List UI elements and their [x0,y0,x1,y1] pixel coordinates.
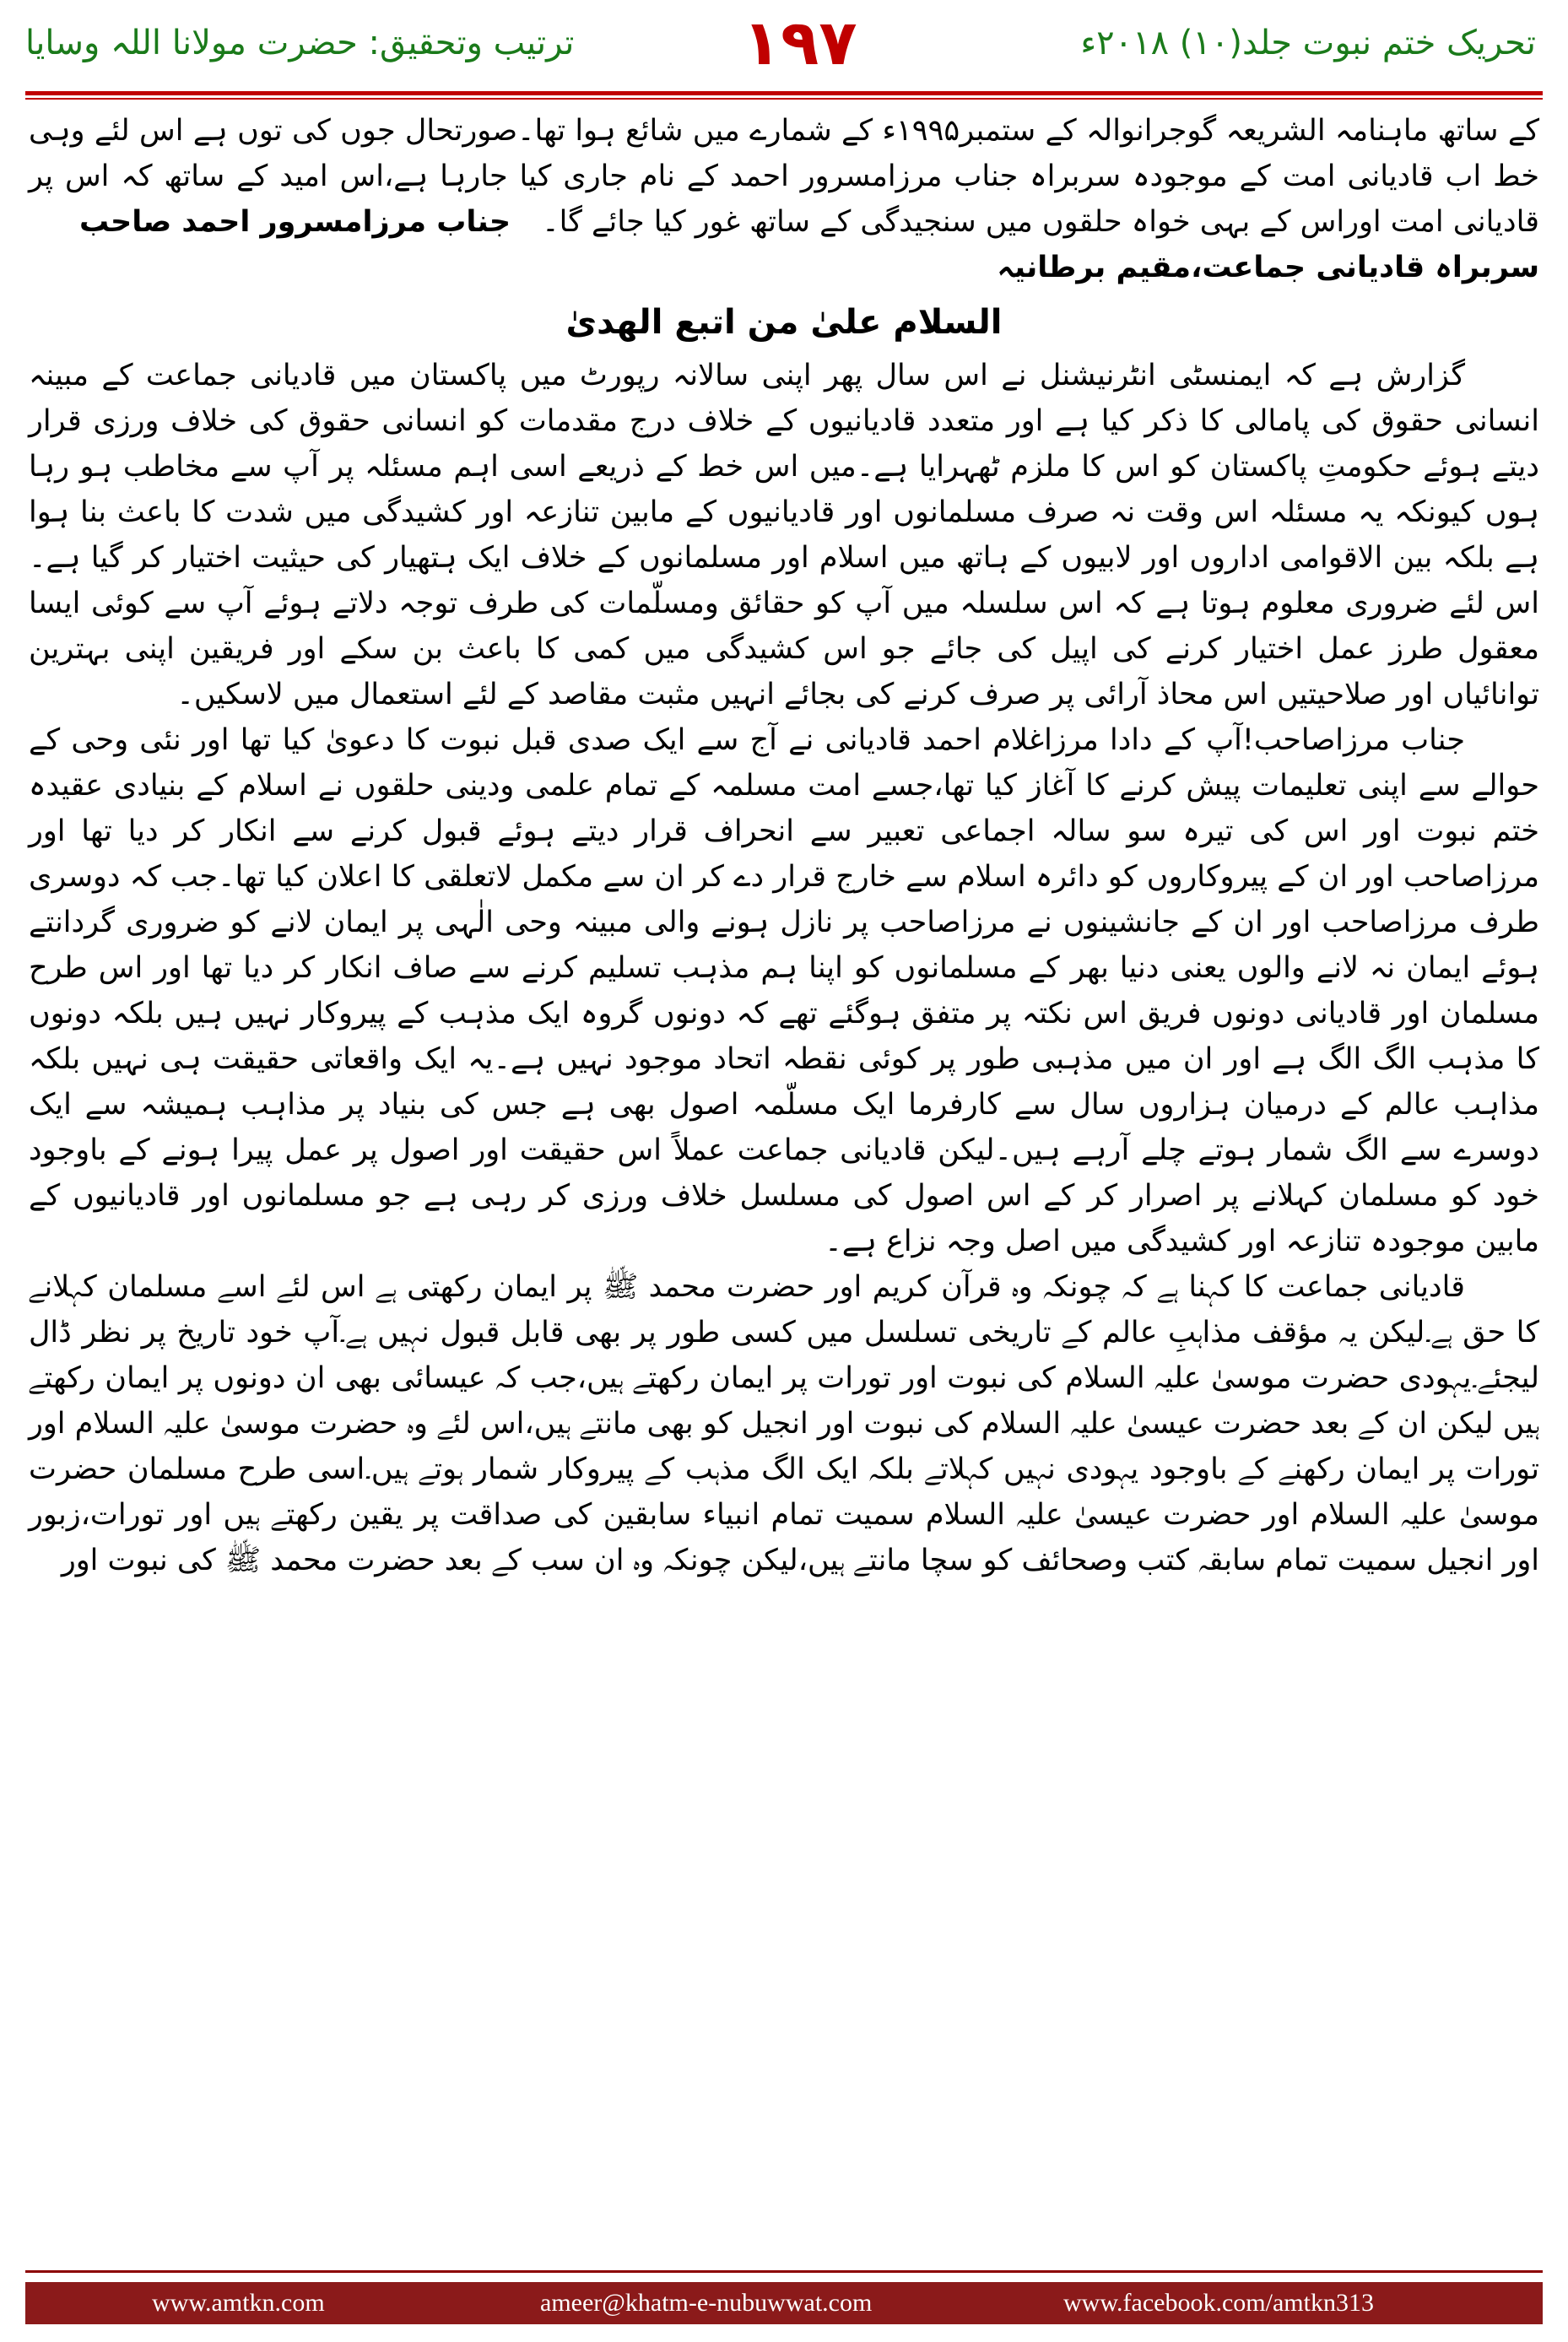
page-footer [0,2264,1568,2342]
page-header [0,0,1568,93]
page-number: ۱۹۷ [743,7,857,79]
salutation: السلام علیٰ من اتبع الھدیٰ [565,303,1003,342]
footer-divider [25,2270,1543,2273]
paragraph-2: جناب مرزاصاحب!آپ کے دادا مرزاغلام احمد قادیانی نے آج سے ایک صدی قبل نبوت کا دعویٰ کیا تھا اور نئی وحی کے حوالے سے اپنی تعلیمات پیش کرنے کا آغاز کیا تھا،جسے امت مسلمہ کے تمام علمی ودینی حلقوں نے اسلام کے بنیادی عقیدہ ختم نبوت اور اس کی تیرہ سو سالہ اجماعی تعبیر سے انحراف قرار دیتے ہوئے قبول کرنے سے انکار کر دیا تھا اور مرزاصاحب اور ان کے پیروکاروں کو دائرہ اسلام سے خارج قرار دے کر ان سے مکمل لاتعلقی کا اعلان کیا تھا۔جب کہ دوسری طرف مرزاصاحب اور ان کے جانشینوں نے مرزاصاحب پر نازل ہونے والی مبینہ وحی الٰہی پر ایمان لانے کو ضروری گردانتے ہوئے ایمان نہ لانے والوں یعنی دنیا بھر کے مسلمانوں کو اپنا ہم مذہب تسلیم کرنے سے صاف انکار کر دیا تھا اور اس طرح مسلمان اور قادیانی دونوں فریق اس نکتہ پر متفق ہوگئے تھے کہ دونوں گروہ ایک مذہب کے پیروکار نہیں ہیں بلکہ دونوں کا مذہب الگ الگ ہے اور ان میں مذہبی طور پر کوئی نقطہ اتحاد موجود نہیں ہے۔یہ ایک واقعاتی حقیقت ہی نہیں بلکہ مذاہب عالم کے درمیان ہزاروں سال سے کارفرما ایک مسلّمہ اصول بھی ہے جس کی بنیاد پر مذاہب ہمیشہ سے ایک دوسرے سے الگ شمار ہوتے چلے آرہے ہیں۔لیکن قادیانی جماعت عملاً اس حقیقت اور اصول پر عمل پیرا ہونے کے باوجود خود کو مسلمان کہلانے پر اصرار کر کے اس اصول کی مسلسل خلاف ورزی کر رہی ہے جو مسلمانوں اور قادیانیوں کے مابین موجودہ تنازعہ اور کشیدگی میں اصل وجہ نزاع ہے۔ [29,723,1539,1258]
compiler-credit: ترتیب وتحقیق: حضرت مولانا اللہ وسایا [25,24,575,62]
header-divider-thin [25,98,1543,100]
book-title: تحریک ختم نبوت جلد(۱۰) ۲۰۱۸ء [1080,24,1536,62]
address-line-2: سربراہ قادیانی جماعت،مقیم برطانیہ [997,251,1539,284]
address-line-1: جناب مرزامسرور احمد صاحب [79,205,511,239]
email-link[interactable]: ameer@khatm-e-nubuwwat.com [540,2289,873,2317]
intro-paragraph: کے ساتھ ماہنامہ الشریعہ گوجرانوالہ کے ستمبر۱۹۹۵ء کے شمارے میں شائع ہوا تھا۔صورتحال جوں کی توں ہے اس لئے وہی خط اب قادیانی امت کے موجودہ سربراہ جناب مرزامسرور احمد کے نام جاری کیا جارہا ہے،اس امید کے ساتھ کہ اس پر قادیانی امت اوراس کے بہی خواہ حلقوں میں سنجیدگی کے ساتھ غور کیا جائے گا۔ [29,114,1539,239]
paragraph-3: قادیانی جماعت کا کہنا ہے کہ چونکہ وہ قرآن کریم اور حضرت محمد ﷺ پر ایمان رکھتی ہے اس لئے اسے مسلمان کہلانے کا حق ہے۔لیکن یہ مؤقف مذاہبِ عالم کے تاریخی تسلسل میں کسی طور پر بھی قابل قبول نہیں ہے۔آپ خود تاریخ پر نظر ڈال لیجئے۔یہودی حضرت موسیٰ علیہ السلام کی نبوت اور تورات پر ایمان رکھتے ہیں،جب کہ عیسائی بھی ان دونوں پر ایمان رکھتے ہیں لیکن ان کے بعد حضرت عیسیٰ علیہ السلام کی نبوت اور انجیل کو بھی مانتے ہیں،اس لئے وہ حضرت موسیٰ علیہ السلام اور تورات پر ایمان رکھنے کے باوجود یہودی نہیں کہلاتے بلکہ ایک الگ مذہب کے پیروکار شمار ہوتے ہیں۔اسی طرح مسلمان حضرت موسیٰ علیہ السلام اور حضرت عیسیٰ علیہ السلام سمیت تمام انبیاء سابقین کی صداقت پر یقین رکھتے ہیں اور تورات،زبور اور انجیل سمیت تمام سابقہ کتب وصحائف کو سچا مانتے ہیں،لیکن چونکہ وہ ان سب کے بعد حضرت محمد ﷺ کی نبوت اور [29,1270,1539,1577]
paragraph-1: گزارش ہے کہ ایمنسٹی انٹرنیشنل نے اس سال پھر اپنی سالانہ رپورٹ میں پاکستان میں قادیانی جماعت کے مبینہ انسانی حقوق کی پامالی کا ذکر کیا ہے اور متعدد قادیانیوں کے خلاف درج مقدمات کو انسانی حقوق کی خلاف ورزی قرار دیتے ہوئے حکومتِ پاکستان کو اس کا ملزم ٹھہرایا ہے۔میں اس خط کے ذریعے اسی اہم مسئلہ پر آپ سے مخاطب ہو رہا ہوں کیونکہ یہ مسئلہ اس وقت نہ صرف مسلمانوں اور قادیانیوں کے مابین تنازعہ اور کشیدگی میں شدت کا باعث بنا ہوا ہے بلکہ بین الاقوامی اداروں اور لابیوں کے ہاتھ میں اسلام اور مسلمانوں کے خلاف ایک ہتھیار کی حیثیت اختیار کر گیا ہے۔اس لئے ضروری معلوم ہوتا ہے کہ اس سلسلہ میں آپ کو حقائق ومسلّمات کی طرف توجہ دلاتے ہوئے آپ سے کوئی ایسا معقول طرز عمل اختیار کرنے کی اپیل کی جائے جو اس کشیدگی میں کمی کا باعث بن سکے اور فریقین اپنی بہترین توانائیاں اور صلاحیتیں اس محاذ آرائی پر صرف کرنے کی بجائے انہیں مثبت مقاصد کے لئے استعمال میں لاسکیں۔ [29,359,1539,711]
website-link[interactable]: www.amtkn.com [152,2289,325,2317]
facebook-link[interactable]: www.facebook.com/amtkn313 [1063,2289,1374,2317]
header-divider [25,91,1543,95]
page-body [29,108,1539,2260]
